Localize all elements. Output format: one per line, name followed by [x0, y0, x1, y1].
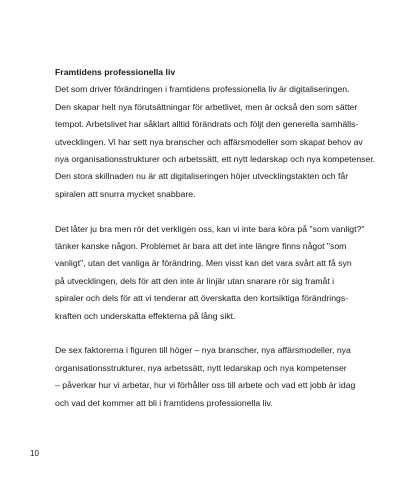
paragraph-line: tempot. Arbetslivet har såklart alltid förändrats och följt den generella samhälls- — [55, 119, 359, 130]
paragraph-line: nya organisationsstrukturer och arbetssätt, ett nytt ledarskap och nya kompetenser. — [55, 154, 376, 165]
paragraph-line: organisationsstrukturer, nya arbetssätt, nytt ledarskap och nya kompetenser — [55, 362, 347, 373]
page-number: 10 — [30, 449, 39, 458]
paragraph-line: vanligt", utan det vanliga är förändring. Men visst kan det vara svårt att få syn — [55, 258, 352, 269]
paragraph-line: spiraler och dels för att vi tenderar att överskatta den kortsiktiga förändrings- — [55, 293, 349, 304]
paragraph-line: och vad det kommer att bli i framtidens professionella liv. — [55, 397, 273, 408]
section-heading: Framtidens professionella liv — [55, 67, 176, 77]
paragraph-line: De sex faktorerna i figuren till höger – nya branscher, nya affärsmodeller, nya — [55, 345, 351, 356]
paragraph-line: utvecklingen. Vi har sett nya branscher och affärsmodeller som skapat behov av — [55, 136, 363, 147]
paragraph-2 — [55, 221, 375, 325]
paragraph-line: tänker kanske någon. Problemet är bara att det inte längre finns något "som — [55, 241, 347, 252]
paragraph-line: kraften och underskatta effekterna på lång sikt. — [55, 310, 236, 321]
text-column — [55, 64, 375, 412]
paragraph-line: Det låter ju bra men rör det verkligen oss, kan vi inte bara köra på "som vanligt?" — [55, 223, 365, 234]
paragraph-line: Den stora skillnaden nu är att digitaliseringen höjer utvecklingstakten och får — [55, 171, 349, 182]
paragraph-spacer — [55, 203, 375, 220]
paragraph-line: på utvecklingen, dels för att den inte är linjär utan snarare rör sig framåt i — [55, 275, 335, 286]
paragraph-3 — [55, 342, 375, 412]
paragraph-1 — [55, 81, 375, 203]
paragraph-line: – påverkar hur vi arbetar, hur vi förhåller oss till arbete och vad ett jobb är idag — [55, 380, 356, 391]
paragraph-line: Den skapar helt nya förutsättningar för arbetlivet, men är också den som sätter — [55, 101, 358, 112]
paragraph-spacer — [55, 325, 375, 342]
paragraph-line: Det som driver förändringen i framtidens professionella liv är digitaliseringen. — [55, 84, 350, 95]
paragraph-line: spiralen att snurra mycket snabbare. — [55, 188, 196, 199]
